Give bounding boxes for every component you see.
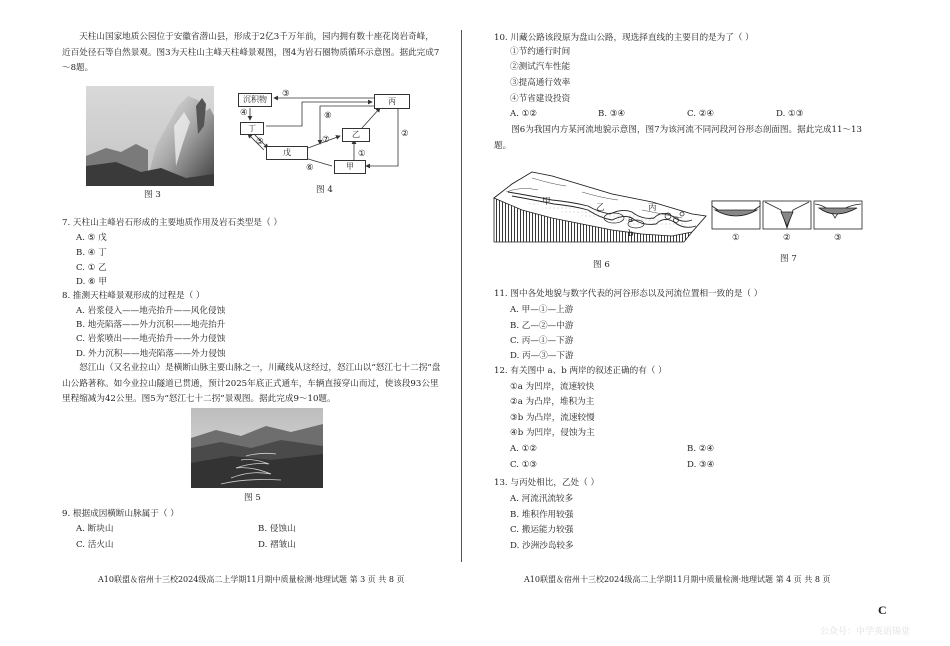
label-6: ⑥	[306, 163, 314, 173]
q9-stem: 9. 根据成因横断山脉属于（ ）	[62, 509, 179, 519]
label-a: a	[628, 215, 634, 225]
label-yi: 乙	[596, 203, 605, 213]
column-divider	[461, 30, 462, 562]
profile-2-label: ②	[783, 233, 791, 243]
label-8: ⑧	[324, 111, 332, 121]
q11-option-b[interactable]: B. 乙—②—中游	[510, 321, 574, 331]
q13-option-b[interactable]: B. 堆积作用较强	[510, 510, 574, 520]
intro-river: 图6为我国内方某河流地貌示意图，图7为该河流不同河段河谷形态剖面图。据此完成11～13题。	[494, 125, 862, 151]
q12-stem: 12. 有关图中 a、b 两岸的叙述正确的有（ ）	[494, 366, 667, 376]
box-ding: 丁	[240, 122, 264, 135]
figure-6-caption: 图 6	[593, 260, 610, 270]
q10-statement-2: ②测试汽车性能	[510, 62, 571, 72]
label-bing: 丙	[648, 203, 657, 213]
q11-option-d[interactable]: D. 丙—③—下游	[510, 351, 574, 361]
figure-5-caption: 图 5	[244, 493, 261, 503]
q8-option-a[interactable]: A. 岩浆侵入——地壳抬升——风化侵蚀	[76, 306, 226, 316]
figure-4-rock-cycle-diagram	[236, 90, 416, 176]
figure-7-valley-profiles	[711, 200, 863, 230]
q10-statement-3: ③提高通行效率	[510, 78, 571, 88]
box-wu: 戊	[266, 146, 308, 160]
profile-3-label: ③	[834, 233, 842, 243]
box-bing: 丙	[374, 94, 410, 109]
q11-option-c[interactable]: C. 丙—①—下游	[510, 336, 574, 346]
left-page-footer: A10联盟＆宿州十三校2024级高二上学期11月期中质量检测·地理试题 第 3 页 共 8 页	[98, 575, 405, 584]
figure-7-caption: 图 7	[780, 254, 797, 264]
label-b: b	[628, 229, 634, 239]
q10-option-a[interactable]: A. ①②	[510, 109, 538, 119]
label-4: ④	[240, 108, 248, 118]
intro-tianzhu: 天柱山国家地质公园位于安徽省潜山县，形成于2亿3千万年前，园内拥有数十座花岗岩奇峰，近百处径石等自然景观。图3为天柱山主峰天柱峰景观图，图4为岩石圈物质循环示意图。据此完成7～8题。	[62, 32, 440, 73]
q12-option-c[interactable]: C. ①③	[510, 460, 538, 470]
q13-option-a[interactable]: A. 河流汛流较多	[510, 494, 574, 504]
q9-option-d[interactable]: D. 褶皱山	[258, 540, 296, 550]
q7-option-c[interactable]: C. ① 乙	[76, 263, 107, 273]
q12-option-a[interactable]: A. ①②	[510, 444, 538, 454]
q8-stem: 8. 推测天柱峰景观形成的过程是（ ）	[62, 291, 205, 301]
box-jia: 甲	[334, 160, 366, 174]
q10-statement-4: ④节省建设投资	[510, 94, 571, 104]
label-jia: 甲	[542, 197, 551, 207]
q10-statement-1: ①节约通行时间	[510, 47, 571, 57]
q13-option-c[interactable]: C. 搬运能力较强	[510, 525, 574, 535]
q7-option-b[interactable]: B. ④ 丁	[76, 248, 107, 258]
q12-statement-1: ①a 为凹岸，流速较快	[510, 382, 595, 392]
q10-option-d[interactable]: D. ①③	[776, 109, 804, 119]
q8-option-d[interactable]: D. 外力沉积——地壳陷落——外力侵蚀	[76, 349, 226, 359]
q9-option-b[interactable]: B. 侵蚀山	[258, 524, 296, 534]
q11-stem: 11. 图中各处地貌与数字代表的河谷形态以及河流位置相一致的是（ ）	[494, 289, 763, 299]
q13-option-d[interactable]: D. 沙洲沙岛较多	[510, 541, 574, 551]
q12-statement-3: ③b 为凸岸，流速较慢	[510, 413, 595, 423]
box-yi: 乙	[342, 128, 370, 142]
q12-option-d[interactable]: D. ③④	[687, 460, 715, 470]
label-3: ③	[282, 89, 290, 99]
page-mark: C	[878, 603, 887, 617]
label-5: ⑤	[256, 137, 264, 147]
figure-5-photo	[191, 408, 323, 488]
label-1: ①	[358, 149, 366, 159]
q7-stem: 7. 天柱山主峰岩石形成的主要地质作用及岩石类型是（ ）	[62, 218, 282, 228]
q9-option-c[interactable]: C. 活火山	[76, 540, 114, 550]
q10-stem: 10. 川藏公路该段原为盘山公路，现选择直线的主要目的是为了（ ）	[494, 33, 754, 43]
label-2: ②	[401, 129, 409, 139]
q8-option-c[interactable]: C. 岩浆喷出——地壳抬升——外力侵蚀	[76, 334, 226, 344]
figure-3-photo	[86, 86, 214, 186]
box-sediment: 沉积物	[238, 93, 272, 107]
figure-3-caption: 图 3	[144, 190, 161, 200]
label-7: ⑦	[322, 135, 330, 145]
q10-option-c[interactable]: C. ②④	[687, 109, 715, 119]
intro-nujiang: 怒江山（又名业拉山）是横断山脉主要山脉之一，川藏线从这经过，怒江山以“怒江七十二拐”盘山公路著称。如今业拉山隧道已贯通，预计2025年底正式通车，车辆直接穿山而过，使该段93公里里程缩减为42公里。图5为“怒江七十二拐”景观图。据此完成9～10题。	[62, 363, 441, 404]
figure-4-caption: 图 4	[316, 185, 333, 195]
q10-option-b[interactable]: B. ③④	[598, 109, 626, 119]
q7-option-a[interactable]: A. ⑤ 戊	[76, 233, 107, 243]
q11-option-a[interactable]: A. 甲—①—上游	[510, 305, 574, 315]
q12-statement-4: ④b 为凹岸，侵蚀为主	[510, 428, 595, 438]
q7-option-d[interactable]: D. ⑥ 甲	[76, 277, 108, 287]
q13-stem: 13. 与丙处相比，乙处（ ）	[494, 478, 600, 488]
q9-option-a[interactable]: A. 断块山	[76, 524, 114, 534]
profile-1-label: ①	[732, 233, 740, 243]
watermark: 公众号：中学英语锦堂	[820, 627, 911, 637]
q12-option-b[interactable]: B. ②④	[687, 444, 715, 454]
q12-statement-2: ②a 为凸岸，堆积为主	[510, 397, 595, 407]
q8-option-b[interactable]: B. 地壳陷落——外力沉积——地壳抬升	[76, 320, 226, 330]
figure-6-river-landform	[492, 162, 710, 248]
right-page-footer: A10联盟＆宿州十三校2024级高二上学期11月期中质量检测·地理试题 第 4 页 共 8 页	[524, 575, 831, 584]
